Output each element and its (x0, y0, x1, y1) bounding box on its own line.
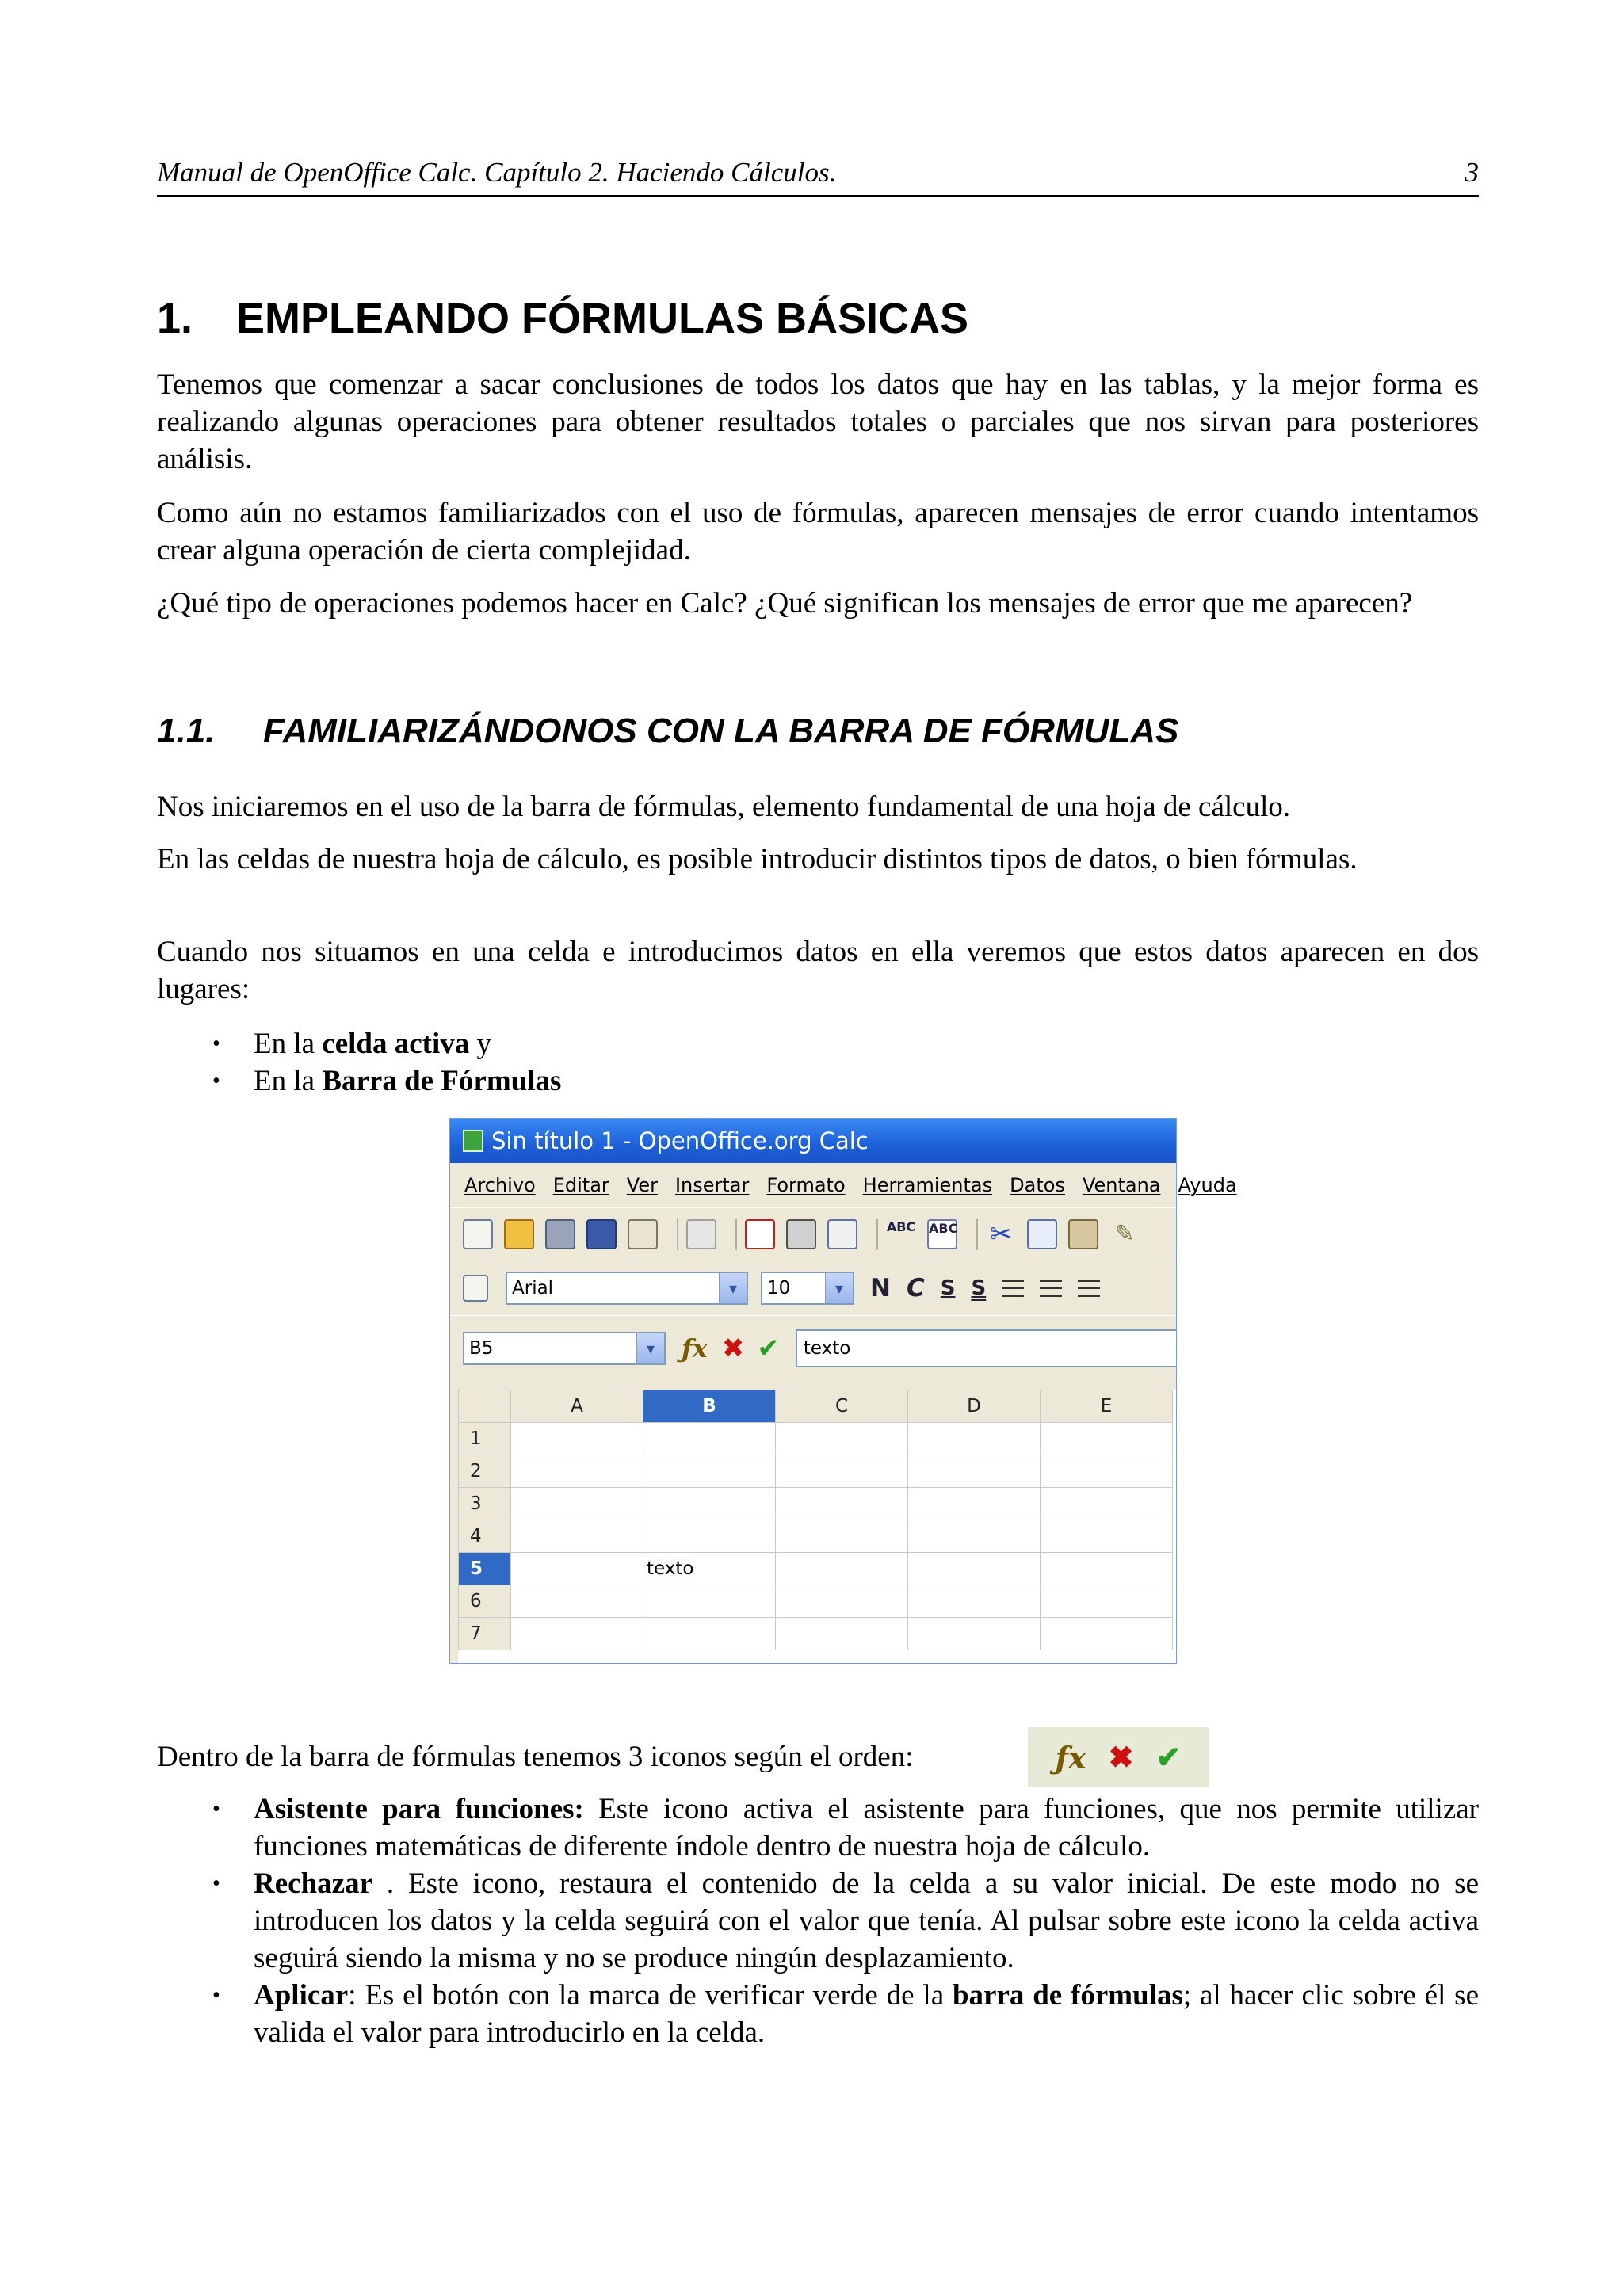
format-paintbrush-icon[interactable]: ✎ (1114, 1220, 1135, 1248)
table-row (459, 1455, 1173, 1488)
active-places-list (157, 1025, 1479, 1100)
row-header[interactable]: 7 (459, 1618, 511, 1650)
page-number: 3 (1465, 157, 1479, 188)
column-header-a[interactable]: A (511, 1390, 643, 1423)
section-1-1-title: FAMILIARIZÁNDONOS CON LA BARRA DE FÓRMULAS (263, 711, 1179, 750)
font-size-select[interactable] (761, 1272, 854, 1305)
menu-archivo[interactable]: Archivo (464, 1174, 536, 1196)
chevron-down-icon[interactable]: ▾ (825, 1273, 853, 1303)
section-1-1-paragraph-3: Cuando nos situamos en una celda e introducimos datos en ella veremos que estos datos aparecen en dos lugares: (157, 936, 1479, 1005)
name-box[interactable] (463, 1332, 666, 1365)
font-size-value: 10 (767, 1278, 791, 1299)
section-1-paragraph-2: Como aún no estamos familiarizados con el uso de fórmulas, aparecen mensajes de error cuando intentamos crear alguna operación de cierta complejidad. (157, 497, 1479, 566)
list-item: • Aplicar: Es el botón con la marca de verificar verde de la barra de fórmulas; al hacer clic sobre él se valida el valor para introducirlo en la celda. (157, 1977, 1479, 2051)
spellcheck-icon[interactable]: ABC (886, 1219, 916, 1234)
table-row (459, 1520, 1173, 1553)
section-1-number: 1. (157, 295, 193, 342)
row-header[interactable]: 4 (459, 1520, 511, 1553)
reject-icon[interactable]: ✖ (721, 1333, 745, 1364)
menu-ayuda[interactable]: Ayuda (1178, 1174, 1237, 1196)
row-header[interactable]: 1 (459, 1423, 511, 1455)
new-document-icon[interactable] (463, 1219, 493, 1249)
underline-button[interactable]: S (940, 1276, 956, 1300)
row-header[interactable]: 5 (459, 1553, 511, 1585)
chevron-down-icon[interactable]: ▾ (719, 1273, 747, 1303)
toolbar-separator (876, 1219, 878, 1250)
row-header[interactable]: 6 (459, 1585, 511, 1618)
formatting-toolbar (450, 1261, 1176, 1315)
styles-icon[interactable] (463, 1275, 488, 1302)
calc-app-icon (463, 1130, 483, 1152)
reject-icon: ✖ (1108, 1741, 1134, 1775)
section-1-1-number: 1.1. (157, 711, 216, 750)
menu-ver[interactable]: Ver (626, 1174, 658, 1196)
align-right-icon[interactable] (1078, 1280, 1100, 1297)
menu-editar[interactable]: Editar (552, 1174, 609, 1196)
menu-datos[interactable]: Datos (1010, 1174, 1065, 1196)
icons-intro: Dentro de la barra de fórmulas tenemos 3 iconos según el orden: (157, 1741, 914, 1773)
table-row (459, 1618, 1173, 1650)
double-underline-button[interactable]: S (971, 1276, 987, 1300)
font-name-select[interactable] (506, 1272, 748, 1305)
section-1-heading (157, 293, 968, 344)
row-header[interactable]: 2 (459, 1455, 511, 1488)
list-item: • Rechazar . Este icono, restaura el contenido de la celda a su valor inicial. De este modo no se introducen los datos y la celda seguirá con el valor que tenía. Al pulsar sobre este icono la celda activa seguirá siendo la misma y no se produce ningún desplazamiento. (157, 1865, 1479, 1977)
toolbar-separator (976, 1219, 978, 1250)
header-title: Manual de OpenOffice Calc. Capítulo 2. Haciendo Cálculos. (157, 157, 837, 188)
column-header-row (459, 1390, 1173, 1423)
icons-description-list (157, 1791, 1479, 2051)
table-row (459, 1553, 1173, 1585)
standard-toolbar (450, 1207, 1176, 1261)
list-item: • Asistente para funciones: Este icono activa el asistente para funciones, que nos permite utilizar funciones matemáticas de diferente índole dentro de nuestra hoja de cálculo. (157, 1791, 1479, 1865)
email-icon[interactable] (628, 1219, 658, 1249)
copy-icon[interactable] (1027, 1219, 1057, 1249)
list-item: • En la celda activa y (157, 1025, 1479, 1062)
section-1-paragraph-3: ¿Qué tipo de operaciones podemos hacer en Calc? ¿Qué significan los mensajes de error que me aparecen? (157, 587, 1413, 620)
section-1-1-paragraph-1: Nos iniciaremos en el uso de la barra de fórmulas, elemento fundamental de una hoja de cálculo. (157, 791, 1291, 823)
section-1-paragraph-1: Tenemos que comenzar a sacar conclusiones de todos los datos que hay en las tablas, y la mejor forma es realizando algunas operaciones para obtener resultados totales o parciales que nos sirvan para posteriores análisis. (157, 368, 1479, 475)
accept-icon: ✔ (1155, 1741, 1182, 1775)
bold-button[interactable]: N (870, 1274, 891, 1302)
list-item: • En la Barra de Fórmulas (157, 1062, 1479, 1100)
section-1-1-paragraph-2: En las celdas de nuestra hoja de cálculo, es posible introducir distintos tipos de datos, o bien fórmulas. (157, 843, 1358, 875)
column-header-b[interactable]: B (643, 1390, 776, 1423)
column-header-e[interactable]: E (1041, 1390, 1173, 1423)
paste-icon[interactable] (1068, 1219, 1098, 1249)
italic-button[interactable]: C (906, 1274, 925, 1302)
chevron-down-icon[interactable]: ▾ (636, 1333, 664, 1363)
formula-input-value: texto (803, 1338, 851, 1359)
window-titlebar[interactable] (450, 1119, 1176, 1163)
section-1-title: EMPLEANDO FÓRMULAS BÁSICAS (236, 295, 969, 342)
function-wizard-icon: ƒx (1055, 1739, 1086, 1775)
cell-b5[interactable]: texto (643, 1553, 776, 1585)
calc-screenshot (449, 1118, 1237, 1664)
toolbar-separator (677, 1219, 678, 1250)
table-row (459, 1423, 1173, 1455)
toolbar-separator (735, 1219, 737, 1250)
save-as-icon[interactable] (586, 1219, 617, 1249)
align-center-icon[interactable] (1040, 1280, 1062, 1297)
formula-bar (450, 1315, 1176, 1381)
menu-bar (450, 1163, 1237, 1207)
autospellcheck-icon[interactable]: ABC (927, 1219, 957, 1249)
menu-insertar[interactable]: Insertar (674, 1174, 750, 1196)
print-icon[interactable] (786, 1219, 816, 1249)
cut-icon[interactable]: ✂ (989, 1219, 1013, 1250)
menu-ventana[interactable]: Ventana (1082, 1174, 1161, 1196)
column-header-d[interactable]: D (908, 1390, 1041, 1423)
formula-input[interactable] (796, 1329, 1176, 1367)
corner-cell[interactable] (459, 1390, 511, 1423)
print-preview-icon[interactable] (827, 1219, 857, 1249)
align-left-icon[interactable] (1002, 1280, 1024, 1297)
cell-reference: B5 (469, 1338, 494, 1359)
table-row (459, 1585, 1173, 1618)
edit-file-icon[interactable] (686, 1219, 716, 1249)
spreadsheet-grid (458, 1390, 1176, 1663)
export-pdf-icon[interactable] (745, 1219, 775, 1249)
function-wizard-icon[interactable]: ƒx (682, 1333, 708, 1363)
column-header-c[interactable]: C (776, 1390, 908, 1423)
running-header (157, 155, 1479, 197)
formula-icons-strip (1028, 1727, 1209, 1787)
section-1-1-heading (157, 709, 1178, 753)
menu-formato[interactable]: Formato (766, 1174, 846, 1196)
save-icon[interactable] (545, 1219, 575, 1249)
table-row (459, 1488, 1173, 1520)
row-header[interactable]: 3 (459, 1488, 511, 1520)
open-folder-icon[interactable] (504, 1219, 534, 1249)
window-title: Sin título 1 - OpenOffice.org Calc (491, 1127, 869, 1154)
font-name-value: Arial (512, 1278, 554, 1299)
accept-icon[interactable]: ✔ (757, 1333, 780, 1364)
menu-herramientas[interactable]: Herramientas (862, 1174, 993, 1196)
